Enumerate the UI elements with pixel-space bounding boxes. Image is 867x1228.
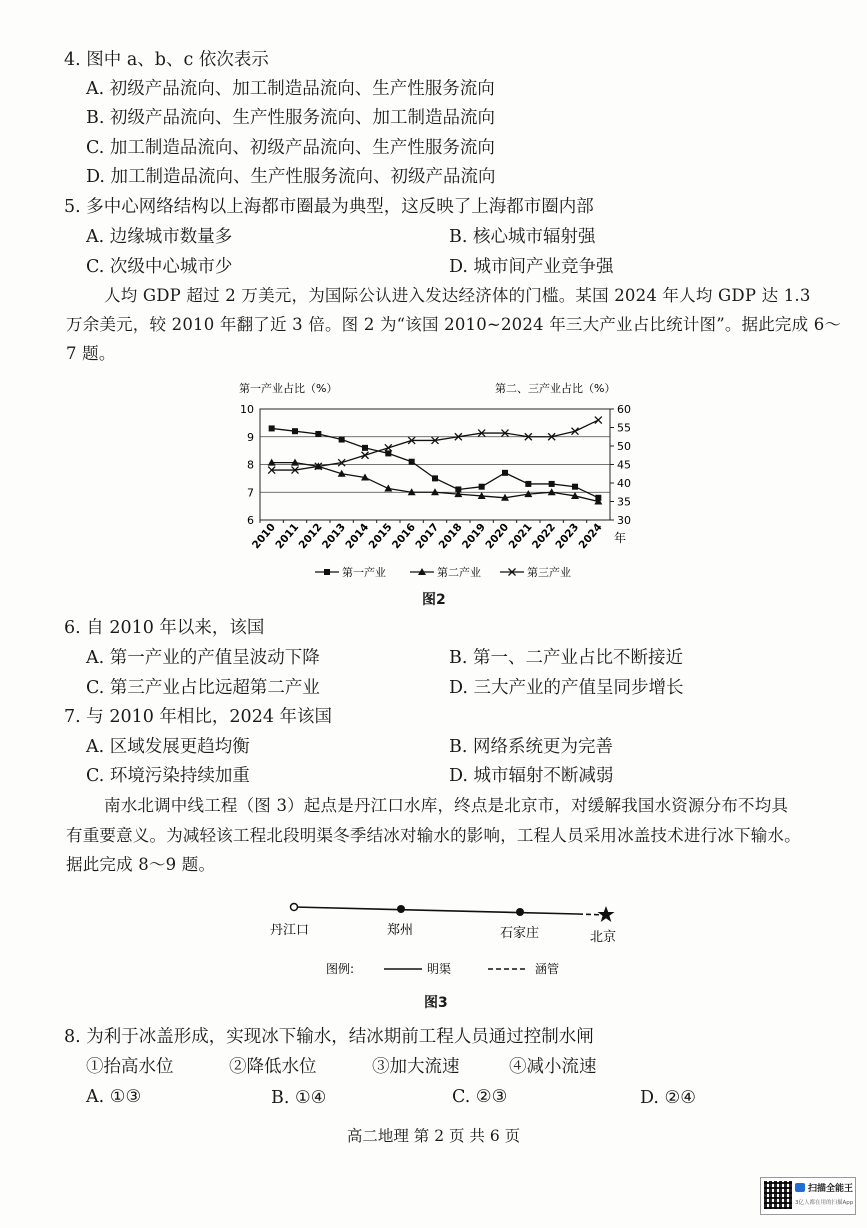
left-tick-label: 7 xyxy=(247,486,254,500)
q5-option-c: C. 次级中心城市少 xyxy=(86,257,233,277)
q6-option-c: C. 第三产业占比远超第二产业 xyxy=(86,678,320,698)
scanner-tagline: 3亿人都在用的扫描App xyxy=(795,1200,854,1206)
data-point-square xyxy=(339,437,345,443)
route-diagram xyxy=(260,895,640,985)
x-tick-label: 2021 xyxy=(506,521,535,552)
intro2-line1: 南水北调中线工程（图 3）起点是丹江口水库，终点是北京市，对缓解我国水资源分布不均具 xyxy=(104,796,789,815)
data-point-x xyxy=(385,444,392,451)
city-label-danjiangkou: 丹江口 xyxy=(270,923,310,938)
q8-item-1: ①抬高水位 xyxy=(86,1057,174,1077)
legend-open-canal-label: 明渠 xyxy=(427,962,452,976)
data-point-square xyxy=(362,445,368,451)
right-tick-label: 50 xyxy=(617,440,631,453)
data-point-triangle xyxy=(384,485,392,492)
q8-option-b: B. ①④ xyxy=(271,1088,327,1108)
data-point-square xyxy=(409,459,415,465)
city-label-beijing: 北京 xyxy=(590,930,617,945)
left-tick-label: 8 xyxy=(247,458,254,472)
legend-marker-square xyxy=(324,569,330,575)
series-line-2 xyxy=(272,420,599,470)
q5-option-b: B. 核心城市辐射强 xyxy=(449,227,596,247)
data-point-square xyxy=(385,450,391,456)
intro1-line1: 人均 GDP 超过 2 万美元，为国际公认进入发达经济体的门槛。某国 2024 年人均 GDP 达 1.3 xyxy=(104,286,811,305)
x-tick-label: 2020 xyxy=(483,521,512,552)
q4-option-d: D. 加工制造品流向、生产性服务流向、初级产品流向 xyxy=(86,167,496,187)
x-tick-label: 2024 xyxy=(576,521,605,552)
scanner-brand: 扫描全能王 xyxy=(808,1184,854,1194)
legend-label: 第一产业 xyxy=(342,566,386,579)
data-point-x xyxy=(362,452,369,459)
q4-option-a: A. 初级产品流向、加工制造品流向、生产性服务流向 xyxy=(86,79,495,99)
q8-stem: 8. 为利于冰盖形成，实现冰下输水，结冰期前工程人员通过控制水闸 xyxy=(64,1027,594,1047)
intro1-line2: 万余美元，较 2010 年翻了近 3 倍。图 2 为“该国 2010~2024 年三大产业占比统计图”。据此完成 6～ xyxy=(66,315,842,334)
data-point-square xyxy=(432,475,438,481)
x-tick-label: 2010 xyxy=(249,521,278,552)
q6-option-d: D. 三大产业的产值呈同步增长 xyxy=(449,678,684,698)
left-tick-label: 6 xyxy=(247,514,254,527)
q4-option-b: B. 初级产品流向、生产性服务流向、加工制造品流向 xyxy=(86,108,495,128)
scanner-logo-icon xyxy=(795,1183,805,1192)
intro2-line2: 有重要意义。为减轻该工程北段明渠冬季结冰对输水的影响，工程人员采用冰盖技术进行冰下输水。 xyxy=(66,826,801,845)
page-footer: 高二地理 第 2 页 共 6 页 xyxy=(346,1127,521,1145)
right-tick-label: 45 xyxy=(617,458,631,472)
q5-option-a: A. 边缘城市数量多 xyxy=(86,227,233,247)
x-tick-label: 2013 xyxy=(319,521,348,552)
data-point-triangle xyxy=(548,488,556,495)
right-tick-label: 60 xyxy=(617,403,631,416)
q8-option-d: D. ②④ xyxy=(640,1088,696,1108)
data-point-square xyxy=(572,484,578,490)
data-point-square xyxy=(502,470,508,476)
data-point-square xyxy=(269,425,275,431)
data-point-square xyxy=(479,484,485,490)
q4-option-c: C. 加工制造品流向、初级产品流向、生产性服务流向 xyxy=(86,138,495,158)
qr-code-icon xyxy=(764,1181,792,1209)
city-label-zhengzhou: 郑州 xyxy=(387,923,414,938)
right-axis-label: 第二、三产业占比（%） xyxy=(495,382,616,395)
scanner-watermark xyxy=(760,1177,856,1215)
left-tick-label: 9 xyxy=(247,430,254,444)
data-point-square xyxy=(525,481,531,487)
left-axis-label: 第一产业占比（%） xyxy=(239,382,338,395)
data-point-square xyxy=(315,431,321,437)
x-tick-label: 2012 xyxy=(296,521,325,552)
x-tick-label: 2022 xyxy=(529,521,558,552)
x-tick-label: 2017 xyxy=(413,521,442,552)
right-tick-label: 55 xyxy=(617,421,631,435)
right-tick-label: 40 xyxy=(617,477,631,490)
figure2-caption: 图2 xyxy=(422,592,446,608)
q6-option-a: A. 第一产业的产值呈波动下降 xyxy=(86,648,320,668)
left-tick-label: 10 xyxy=(240,403,254,416)
data-point-square xyxy=(292,428,298,434)
legend-label: 第二产业 xyxy=(437,566,481,579)
q7-stem: 7. 与 2010 年相比，2024 年该国 xyxy=(64,707,333,727)
q6-option-b: B. 第一、二产业占比不断接近 xyxy=(449,648,683,668)
right-tick-label: 35 xyxy=(617,495,631,509)
industry-share-chart xyxy=(225,376,645,588)
q7-option-d: D. 城市辐射不断减弱 xyxy=(449,766,614,786)
q7-option-b: B. 网络系统更为完善 xyxy=(449,737,613,757)
x-tick-label: 2011 xyxy=(273,521,302,552)
figure3-caption: 图3 xyxy=(424,995,448,1011)
intro2-line3: 据此完成 8～9 题。 xyxy=(66,855,216,874)
x-tick-label: 2014 xyxy=(343,521,372,552)
intro1-line3: 7 题。 xyxy=(66,344,116,363)
q8-option-c: C. ②③ xyxy=(452,1087,508,1107)
right-tick-label: 30 xyxy=(617,514,631,527)
shijiazhuang-node xyxy=(516,908,524,916)
legend-title: 图例: xyxy=(326,962,355,976)
zhengzhou-node xyxy=(397,905,405,913)
legend-pipe-label: 涵管 xyxy=(535,962,560,976)
legend-label: 第三产业 xyxy=(527,566,571,579)
q5-stem: 5. 多中心网络结构以上海都市圈最为典型，这反映了上海都市圈内部 xyxy=(64,197,594,217)
x-unit-label: 年 xyxy=(614,531,627,545)
open-canal-line xyxy=(294,907,578,914)
q8-item-3: ③加大流速 xyxy=(372,1057,460,1077)
x-tick-label: 2023 xyxy=(553,521,582,552)
data-point-x xyxy=(595,417,602,424)
q7-option-a: A. 区域发展更趋均衡 xyxy=(86,737,250,757)
q4-stem: 4. 图中 a、b、c 依次表示 xyxy=(64,50,269,70)
x-tick-label: 2015 xyxy=(366,521,395,552)
q8-option-a: A. ①③ xyxy=(86,1087,142,1107)
beijing-star-icon xyxy=(598,906,615,922)
q8-item-4: ④减小流速 xyxy=(509,1057,597,1077)
city-label-shijiazhuang: 石家庄 xyxy=(500,926,540,941)
x-tick-label: 2016 xyxy=(389,521,418,552)
data-point-square xyxy=(549,481,555,487)
q5-option-d: D. 城市间产业竞争强 xyxy=(449,257,614,277)
danjiangkou-node xyxy=(291,904,298,911)
q8-item-2: ②降低水位 xyxy=(229,1057,317,1077)
x-tick-label: 2019 xyxy=(459,521,488,552)
q6-stem: 6. 自 2010 年以来，该国 xyxy=(64,618,265,638)
q7-option-c: C. 环境污染持续加重 xyxy=(86,766,250,786)
x-tick-label: 2018 xyxy=(436,521,465,552)
